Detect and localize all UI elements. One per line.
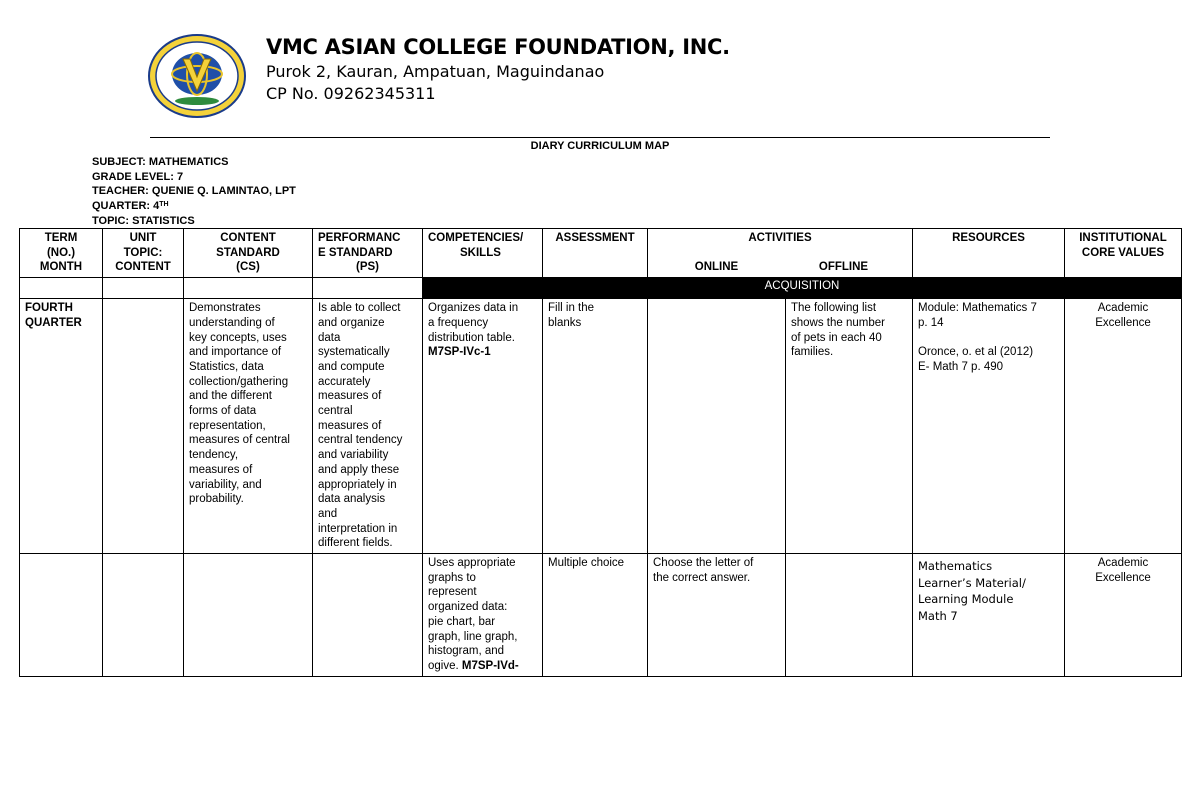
quarter-line [92,199,296,214]
row1-performance-standard [313,299,423,554]
comp-line: graph, line graph, [428,630,518,643]
ps-line: data [318,331,341,344]
cs-line: representation, [189,419,266,432]
comp-line: Uses appropriate [428,557,516,570]
row2-offline [786,554,913,677]
row1-resources [913,299,1065,554]
ps-line: and compute [318,360,385,373]
college-seal-icon [147,33,247,119]
cs-line: understanding of [189,316,275,329]
cs-line: tendency, [189,449,239,462]
row2-content-standard [184,554,313,677]
empty-cell [20,278,103,299]
row1-competency [423,299,543,554]
resource-line: Learning Module [918,592,1014,607]
cs-line: and importance of [189,346,282,359]
cs-line: and the different [189,390,272,403]
organization-name: VMC ASIAN COLLEGE FOUNDATION, INC. [266,35,730,59]
resource-line: Module: Mathematics 7 [918,302,1037,315]
term-line: FOURTH [25,302,73,315]
col-activities [648,229,913,278]
section-row [20,278,1182,299]
cs-line: key concepts, uses [189,331,287,344]
col-performance-standard [313,229,423,278]
cs-line: Demonstrates [189,302,261,315]
table-header-row [20,229,1182,278]
row2-online [648,554,786,677]
col-term-line: (NO.) [46,246,76,259]
ps-line: and organize [318,316,385,329]
ps-line: and [318,507,338,520]
row1-online [648,299,786,554]
quarter-text: QUARTER: 4 [92,200,160,213]
resource-line: Oronce, o. et al (2012) [918,346,1034,359]
organization-phone: CP No. 09262345311 [266,84,436,103]
col-term-line: MONTH [39,261,83,274]
ps-line: and variability [318,449,389,462]
core-value-line: Academic [1097,302,1149,315]
header-divider [150,137,1050,138]
col-ps-line: (PS) [356,261,379,274]
col-core-values [1065,229,1182,278]
col-cv-line: CORE VALUES [1081,246,1165,259]
offline-line: shows the number [791,316,885,329]
col-cs-line: (CS) [236,261,260,274]
col-ps-line: E STANDARD [318,246,393,259]
row2-core-values [1065,554,1182,677]
ps-line: interpretation in [318,522,398,535]
row2-performance-standard [313,554,423,677]
ps-line: measures of [318,419,382,432]
teacher-line: TEACHER: QUENIE Q. LAMINTAO, LPT [92,185,296,198]
quarter-superscript: TH [159,201,169,209]
row2-competency [423,554,543,677]
col-comp-line: SKILLS [460,246,501,259]
curriculum-map-table [19,228,1182,677]
col-unit [103,229,184,278]
resource-line: Mathematics [918,559,993,574]
organization-address: Purok 2, Kauran, Ampatuan, Maguindanao [266,62,605,81]
col-unit-line: CONTENT [115,261,171,274]
ps-line: Is able to collect [318,302,401,315]
col-term-line: TERM [44,232,78,244]
col-online: ONLINE [694,261,739,274]
empty-cell [103,278,184,299]
online-line: Choose the letter of [653,557,754,570]
col-activities-label: ACTIVITIES [748,232,812,244]
comp-line: a frequency [428,316,489,329]
ps-line: systematically [318,346,390,359]
resource-line: p. 14 [918,316,944,329]
comp-line: graphs to [428,571,476,584]
core-value-line: Excellence [1095,571,1151,584]
row1-core-values [1065,299,1182,554]
resource-line: Learner’s Material/ [918,575,1026,590]
col-content-standard [184,229,313,278]
competency-code: M7SP-IVd- [461,659,519,672]
offline-line: of pets in each 40 [791,331,882,344]
competency-code: M7SP-IVc-1 [428,346,491,359]
col-resources: RESOURCES [913,229,1065,278]
grade-line: GRADE LEVEL: 7 [92,170,184,183]
comp-last-line [428,659,537,674]
row2-term [20,554,103,677]
section-acquisition: ACQUISITION [423,278,1182,299]
col-cs-line: CONTENT [220,232,276,244]
col-competencies [423,229,543,278]
core-value-line: Academic [1097,557,1149,570]
col-cv-line: INSTITUTIONAL [1079,232,1167,244]
core-value-line: Excellence [1095,316,1151,329]
cs-line: collection/gathering [189,375,289,388]
document-meta [92,155,296,229]
empty-cell [184,278,313,299]
col-unit-line: TOPIC: [123,246,163,259]
cs-line: forms of data [189,405,257,418]
offline-line: families. [791,346,834,359]
col-comp-line: COMPETENCIES/ [428,232,524,244]
offline-line: The following list [791,302,877,315]
col-ps-line: PERFORMANC [318,232,401,244]
resource-line: E- Math 7 p. 490 [918,360,1004,373]
assessment-line: blanks [548,316,582,329]
ps-line: central tendency [318,434,403,447]
comp-line: histogram, and [428,645,505,658]
ps-line: data analysis [318,493,386,506]
col-unit-line: UNIT [129,232,157,244]
comp-line: organized data: [428,601,508,614]
comp-line: pie chart, bar [428,615,496,628]
cs-line: measures of central [189,434,290,447]
online-line: the correct answer. [653,571,751,584]
subject-line: SUBJECT: MATHEMATICS [92,156,229,168]
row1-assessment [543,299,648,554]
table-row [20,554,1182,677]
comp-line: Organizes data in [428,302,519,315]
comp-line: represent [428,586,477,599]
term-line: QUARTER [25,316,82,329]
comp-line: distribution table. [428,331,515,344]
col-term [20,229,103,278]
row1-offline [786,299,913,554]
table-row [20,299,1182,554]
ps-line: central [318,405,353,418]
row2-unit [103,554,184,677]
ps-line: appropriately in [318,478,397,491]
row1-content-standard [184,299,313,554]
cs-line: Statistics, data [189,360,264,373]
cs-line: variability, and [189,478,262,491]
row1-unit [103,299,184,554]
resource-line: Math 7 [918,608,958,623]
row1-term [20,299,103,554]
topic-line: TOPIC: STATISTICS [92,214,195,227]
comp-last-text: ogive. [428,659,459,672]
assessment-line: Fill in the [548,302,595,315]
empty-cell [313,278,423,299]
cs-line: probability. [189,493,244,506]
col-cs-line: STANDARD [216,246,280,259]
col-offline: OFFLINE [818,261,869,274]
assessment-line: Multiple choice [548,557,625,570]
ps-line: measures of [318,390,382,403]
ps-line: and apply these [318,463,400,476]
ps-line: accurately [318,375,371,388]
ps-line: different fields. [318,537,393,550]
cs-line: measures of [189,463,253,476]
row2-assessment [543,554,648,677]
row2-resources [913,554,1065,677]
document-title: DIARY CURRICULUM MAP [530,140,670,152]
activities-subheaders [653,260,907,275]
col-assessment: ASSESSMENT [543,229,648,278]
